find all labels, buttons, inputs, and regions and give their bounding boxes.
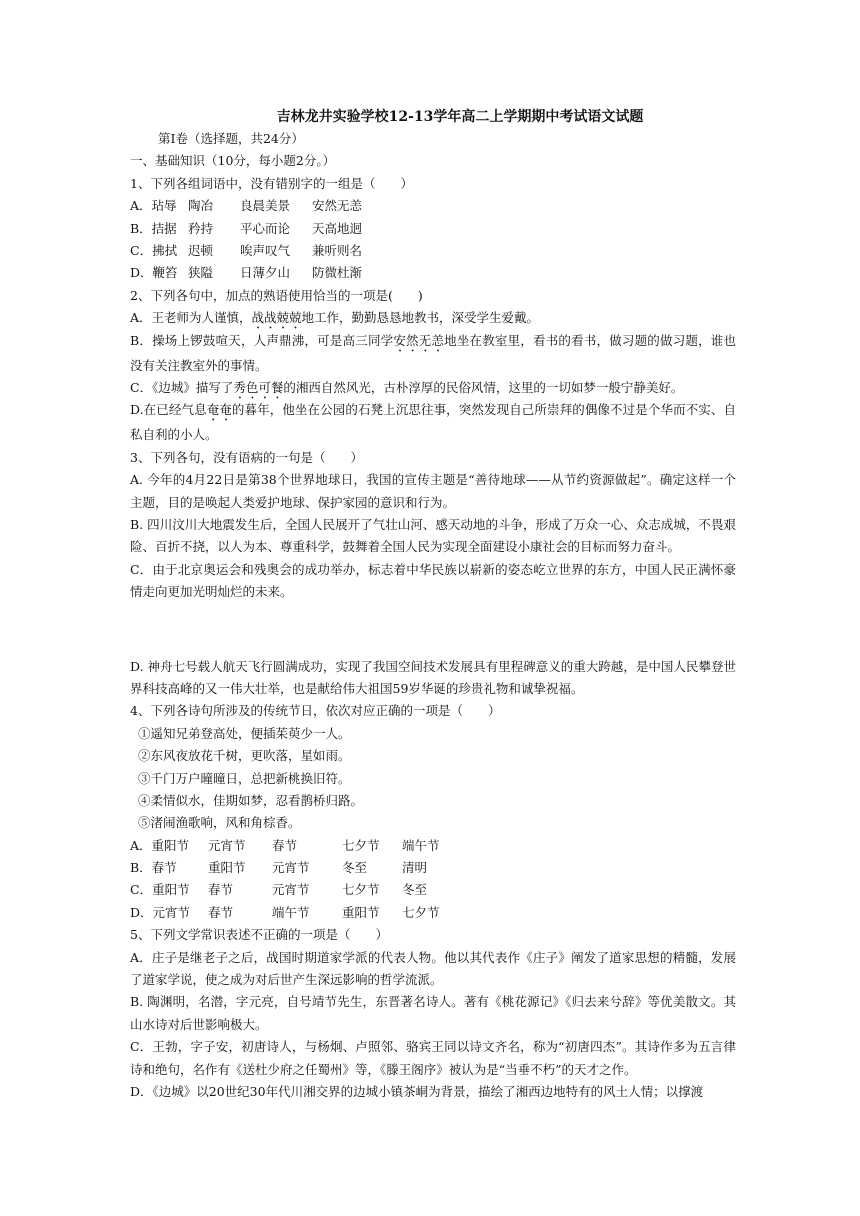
option-text: 的湘西自然风光，古朴淳厚的民俗风情，这里的一切如梦一般宁静美好。 — [283, 379, 684, 395]
option-word: 春节 — [208, 882, 234, 898]
option-word: D．元宵节 — [130, 904, 191, 920]
option-word: 防微杜渐 — [312, 265, 363, 281]
question-3-stem: 3、下列各句，没有语病的一句是（ ） — [130, 449, 363, 465]
question-5-stem: 5、下列文学常识表述不正确的一项是（ ） — [130, 927, 388, 943]
option-word: D．鞭笞 — [130, 265, 178, 281]
option-word: 平心而论 — [240, 220, 291, 236]
option-text: D.在已经气息 — [130, 402, 207, 418]
option-word: C．拂拭 — [130, 242, 178, 258]
question-5-option-a: A．庄子是继老子之后，战国时期道家学派的代表人物。他以其代表作《庄子》阐发了道家思想的精髓，发展了道家学说，使之成为对后世产生深远影响的哲学流派。 — [130, 949, 736, 988]
option-text: C．《边城》描写了 — [130, 379, 234, 395]
option-word: 元宵节 — [272, 882, 310, 898]
option-word: 清明 — [402, 860, 428, 876]
option-word: 兼听则名 — [312, 242, 363, 258]
option-word: 春节 — [208, 904, 234, 920]
option-text: 地坐在教室里，看书的看书，做习题的做习题，谁也没有关注教室外的事情。 — [130, 332, 736, 373]
volume-heading: 第Ⅰ卷（选择题，共24分） — [158, 131, 304, 146]
option-word: 良晨美景 — [240, 198, 291, 214]
question-3-option-c: C．由于北京奥运会和残奥会的成功举办，标志着中华民族以崭新的姿态屹立世界的东方，中国人民正满怀豪情走向更加光明灿烂的未来。 — [130, 561, 736, 600]
option-word: 七夕节 — [402, 904, 440, 920]
question-5-option-d: D．《边城》以20世纪30年代川湘交界的边城小镇茶峒为背景，描绘了湘西边地特有的风土人情；以撑渡 — [130, 1084, 704, 1100]
question-4-option-b — [130, 857, 736, 879]
question-2-option-c — [130, 377, 736, 399]
option-word: 元宵节 — [272, 860, 310, 876]
option-word: 春节 — [272, 837, 298, 853]
dotted-idiom: 安然无恙 — [393, 332, 445, 348]
option-word: B．春节 — [130, 860, 177, 876]
option-word: 安然无恙 — [312, 198, 363, 214]
option-word: 陶冶 — [188, 198, 214, 214]
option-word: 矜持 — [188, 220, 214, 236]
option-word: 七夕节 — [342, 882, 380, 898]
question-1-option-a — [130, 195, 736, 217]
poem-line: ⑤渚闹渔歌响，风和角棕香。 — [138, 815, 301, 831]
option-word: 日薄夕山 — [240, 265, 291, 281]
option-word: 元宵节 — [208, 837, 246, 853]
page-gap — [130, 604, 736, 656]
option-text: 地工作，勤勤恳恳地教书，深受学生爱戴。 — [301, 310, 540, 326]
option-word: 天高地迥 — [312, 220, 363, 236]
question-2-option-d — [130, 399, 736, 446]
question-2-stem: 2、下列各句中，加点的熟语使用恰当的一项是( ) — [130, 287, 423, 303]
question-3-option-a: A. 今年的4月22日是第38个世界地球日，我国的宣传主题是“善待地球——从节约资源做起”。确定这样一个主题，目的是唤起人类爱护地球、保护家园的意识和行为。 — [130, 472, 736, 510]
question-1-option-b — [130, 218, 736, 240]
option-text: 的暮年，他坐在公园的石凳上沉思往事，突然发现自己所崇拜的偶像不过是个华而不实、自私自利的小人。 — [130, 402, 736, 443]
question-5-option-b: B. 陶渊明，名潜，字元亮，自号靖节先生，东晋著名诗人。著有《桃花源记》《归去来兮辞》等优美散文。其山水诗对后世影响极大。 — [130, 994, 736, 1032]
question-2-option-b — [130, 330, 736, 377]
question-3-option-d: D. 神舟七号载人航天飞行圆满成功，实现了我国空间技术发展具有里程碑意义的重大跨越，是中国人民攀登世界科技高峰的又一伟大壮举，也是献给伟大祖国59岁华诞的珍贵礼物和诚挚祝福。 — [130, 658, 736, 696]
question-5-option-c: C．王勃，字子安，初唐诗人，与杨炯、卢照邻、骆宾王同以诗文齐名，称为“初唐四杰”。其诗作多为五言律诗和绝句，名作有《送杜少府之任蜀州》等，《滕王阁序》被认为是“当垂不朽”的天才之作。 — [130, 1039, 736, 1077]
question-4-option-c — [130, 879, 736, 901]
option-word: 重阳节 — [342, 904, 380, 920]
option-word: 端午节 — [402, 837, 440, 853]
question-3-option-b: B. 四川汶川大地震发生后，全国人民展开了气壮山河、感天动地的斗争，形成了万众一心、众志成城，不畏艰险、百折不挠，以人为本、尊重科学，鼓舞着全国人民为实现全面建设小康社会的目标而努力奋斗。 — [130, 516, 736, 555]
option-text: A．王老师为人谨慎， — [130, 310, 252, 326]
poem-line: ①遥知兄弟登高处，便插茱萸少一人。 — [138, 725, 351, 741]
question-4-option-d — [130, 902, 736, 924]
option-word: 七夕节 — [342, 837, 380, 853]
question-1-option-d — [130, 262, 736, 284]
dotted-idiom: 秀色可餐 — [233, 379, 284, 395]
page-title: 吉林龙井实验学校12-13学年高二上学期期中考试语文试题 — [276, 109, 644, 125]
question-2-option-a — [130, 307, 736, 329]
dotted-idiom: 战战兢兢 — [251, 310, 302, 326]
poem-line: ④柔情似水，佳期如梦，忍看鹊桥归路。 — [138, 792, 364, 808]
question-1-stem: 1、下列各组词语中，没有错别字的一组是（ ） — [130, 175, 413, 191]
option-word: 冬至 — [342, 860, 368, 876]
option-word: C．重阳节 — [130, 882, 190, 898]
question-4-option-a — [130, 835, 736, 857]
question-1-option-c — [130, 240, 736, 262]
option-text: B．操场上锣鼓喧天，人声鼎沸，可是高三同学 — [130, 332, 394, 348]
option-word: 迟顿 — [188, 242, 214, 258]
poem-line: ②东风夜放花千树，更吹落，星如雨。 — [138, 748, 351, 764]
question-4-stem: 4、下列各诗句所涉及的传统节日，依次对应正确的一项是（ ） — [130, 703, 501, 719]
option-word: 冬至 — [402, 882, 428, 898]
option-word: 狭隘 — [188, 265, 214, 281]
option-word: 端午节 — [272, 904, 310, 920]
exam-content — [130, 106, 736, 1104]
option-word: A．玷辱 — [130, 198, 177, 214]
option-word: 重阳节 — [208, 860, 246, 876]
poem-line: ③千门万户曈曈日，总把新桃换旧符。 — [138, 770, 351, 786]
option-word: 唉声叹气 — [240, 242, 291, 258]
option-word: A．重阳节 — [130, 837, 190, 853]
dotted-idiom: 奄奄 — [206, 402, 232, 418]
option-word: B．拮据 — [130, 220, 177, 236]
section-heading: 一、基础知识（10分，每小题2分。） — [130, 153, 336, 169]
